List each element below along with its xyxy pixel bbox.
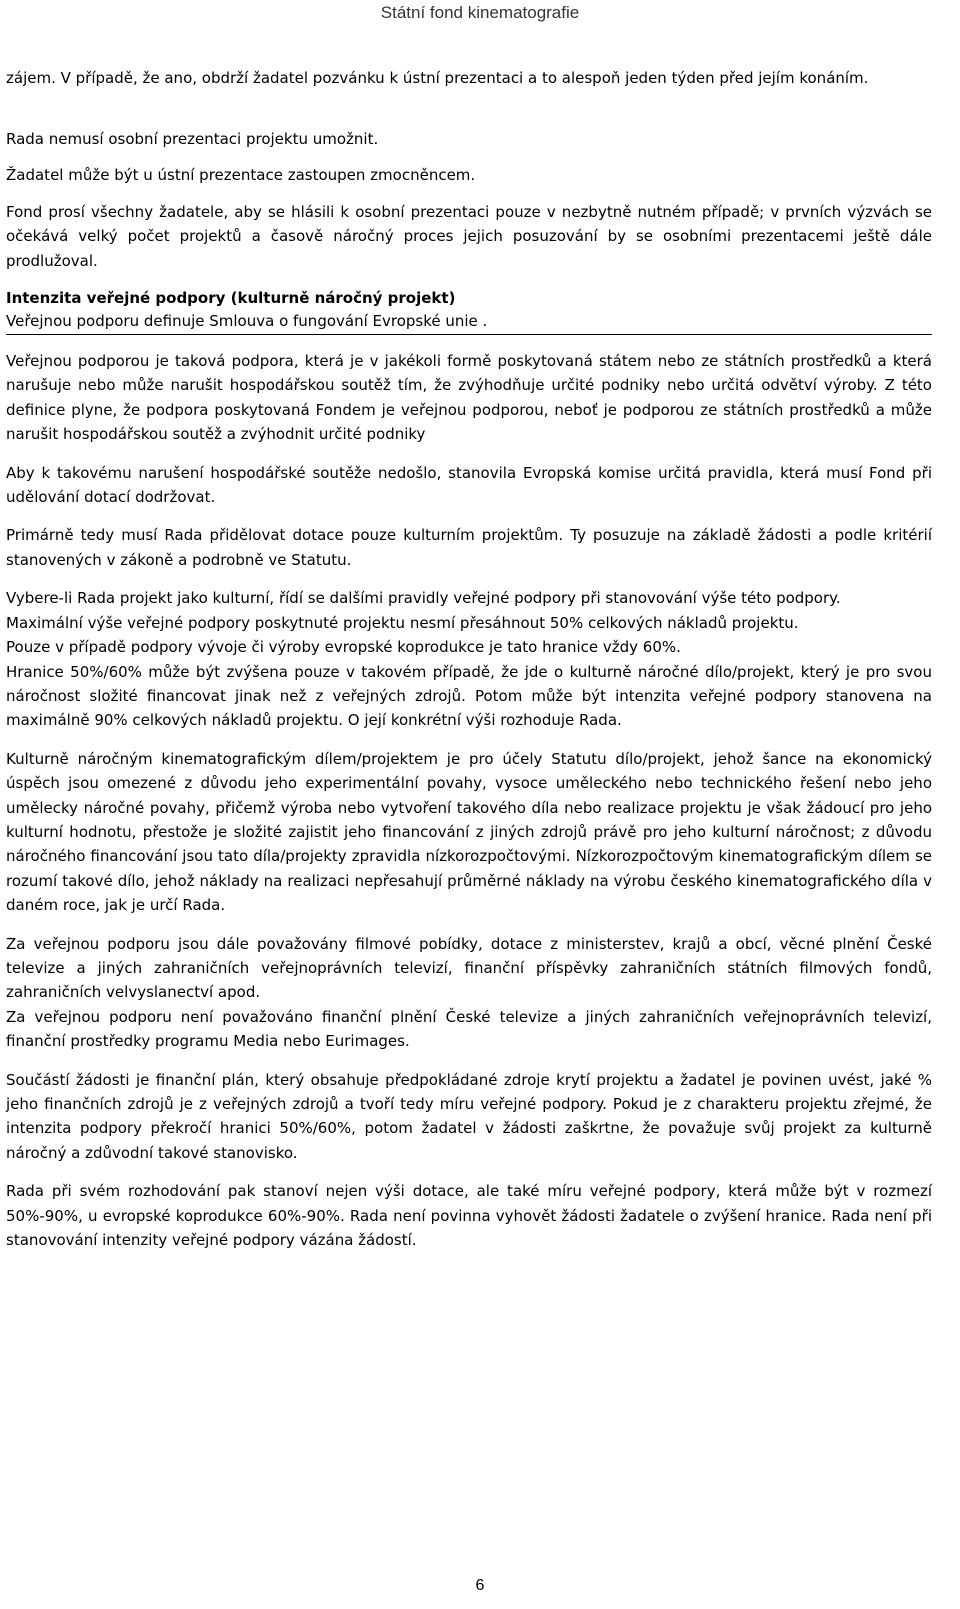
paragraph: Rada při svém rozhodování pak stanoví nejen výši dotace, ale také míru veřejné podpory, která může být v rozmezí 50%-90%, u evropské koprodukce 60%-90%. Rada není povinna vyhovět žádosti žadatele o zvýšení hranice. Rada není při stanovování intenzity veřejné podpory vázána žádostí. bbox=[6, 1182, 932, 1250]
paragraph: Za veřejnou podporu jsou dále považovány filmové pobídky, dotace z ministerstev, krajů a obcí, věcné plnění České televize a jiných zahraničních veřejnoprávních televizí, finanční příspěvky zahraničních státních filmových fondů, zahraničních velvyslanectví apod. bbox=[6, 934, 932, 1002]
paragraph: Pouze v případě podpory vývoje či výroby evropské koprodukce je tato hranice vždy 60%. bbox=[6, 638, 681, 657]
paragraph: Aby k takovému narušení hospodářské soutěže nedošlo, stanovila Evropská komise určitá pravidla, která musí Fond při udělování dotací dodržovat. bbox=[6, 463, 932, 507]
paragraph: Žadatel může být u ústní prezentace zastoupen zmocněncem. bbox=[6, 166, 476, 185]
paragraph: Kulturně náročným kinematografickým dílem/projektem je pro účely Statutu dílo/projekt, jehož šance na ekonomický úspěch jsou omezené z důvodu jeho experimentální povahy, vysoce uměleckého nebo technického řešení nebo jeho umělecky náročné povahy, přičemž výroba nebo vytvoření takového díla nebo realizace projektu je však žádoucí pro jeho kulturní hodnotu, přestože je složité zajistit jeho financování z jiných zdrojů právě pro jeho kulturní náročnost; z důvodu náročného financování jsou tato díla/projekty zpravidla nízkorozpočtovými. Nízkorozpočtovým kinematografickým dílem se rozumí takové dílo, jehož náklady na realizaci nepřesahují průměrné náklady na výrobu českého kinematografického díla v daném roce, jak je určí Rada. bbox=[6, 749, 932, 915]
page-header: Státní fond kinematografie bbox=[380, 3, 580, 22]
page-number: 6 bbox=[475, 1577, 485, 1594]
paragraph: Za veřejnou podporu není považováno finanční plnění České televize a jiných zahraničních veřejnoprávních televizí, finanční prostředky programu Media nebo Eurimages. bbox=[6, 1007, 932, 1051]
paragraph: zájem. V případě, že ano, obdrží žadatel pozvánku k ústní prezentaci a to alespoň jeden týden před jejím konáním. bbox=[6, 69, 869, 87]
paragraph: Vybere-li Rada projekt jako kulturní, řídí se dalšími pravidly veřejné podpory při stanovování výše této podpory. bbox=[6, 589, 841, 608]
paragraph: Primárně tedy musí Rada přidělovat dotace pouze kulturním projektům. Ty posuzuje na základě žádosti a podle kritérií stanovených v zákoně a podrobně ve Statutu. bbox=[6, 526, 932, 569]
paragraph: Veřejnou podporou je taková podpora, která je v jakékoli formě poskytovaná státem nebo ze státních prostředků a která narušuje nebo může narušit hospodářskou soutěž tím, že zvýhodňuje určité podniky nebo určitá odvětví výroby. Z této definice plyne, že podpora poskytovaná Fondem je veřejnou podporou, neboť je podporou ze státních prostředků a může narušit hospodářskou soutěž a zvýhodnit určité podniky bbox=[6, 352, 932, 444]
paragraph: Součástí žádosti je finanční plán, který obsahuje předpokládané zdroje krytí projektu a žadatel je povinen uvést, jaké % jeho finančních zdrojů je z veřejných zdrojů a tvoří tedy míru veřejné podpory. Pokud je z charakteru projektu zřejmé, že intenzita podpory překročí hranici 50%/60%, potom žadatel v žádosti zaškrtne, že považuje svůj projekt za kulturně náročný a zdůvodní takové stanovisko. bbox=[6, 1070, 932, 1162]
paragraph: Fond prosí všechny žadatele, aby se hlásili k osobní prezentaci pouze v nezbytně nutném případě; v prvních výzvách se očekává velký počet projektů a časově náročný proces jejich posuzování by se osobními prezentacemi ještě dále prodlužoval. bbox=[6, 202, 932, 270]
section-subheading: Veřejnou podporu definuje Smlouva o fungování Evropské unie . bbox=[6, 309, 932, 335]
document-body bbox=[6, 66, 932, 1252]
paragraph: Maximální výše veřejné podpory poskytnuté projektu nesmí přesáhnout 50% celkových nákladů projektu. bbox=[6, 613, 799, 632]
paragraph: Hranice 50%/60% může být zvýšena pouze v takovém případě, že jde o kulturně náročné dílo/projekt, který je pro svou náročnost složité financovat jinak než z veřejných zdrojů. Potom může být intenzita veřejné podpory stanovena na maximálně 90% celkových nákladů projektu. O její konkrétní výši rozhoduje Rada. bbox=[6, 662, 932, 730]
section-heading: Intenzita veřejné podpory (kulturně náročný projekt) bbox=[6, 289, 456, 308]
paragraph: Rada nemusí osobní prezentaci projektu umožnit. bbox=[6, 130, 379, 148]
